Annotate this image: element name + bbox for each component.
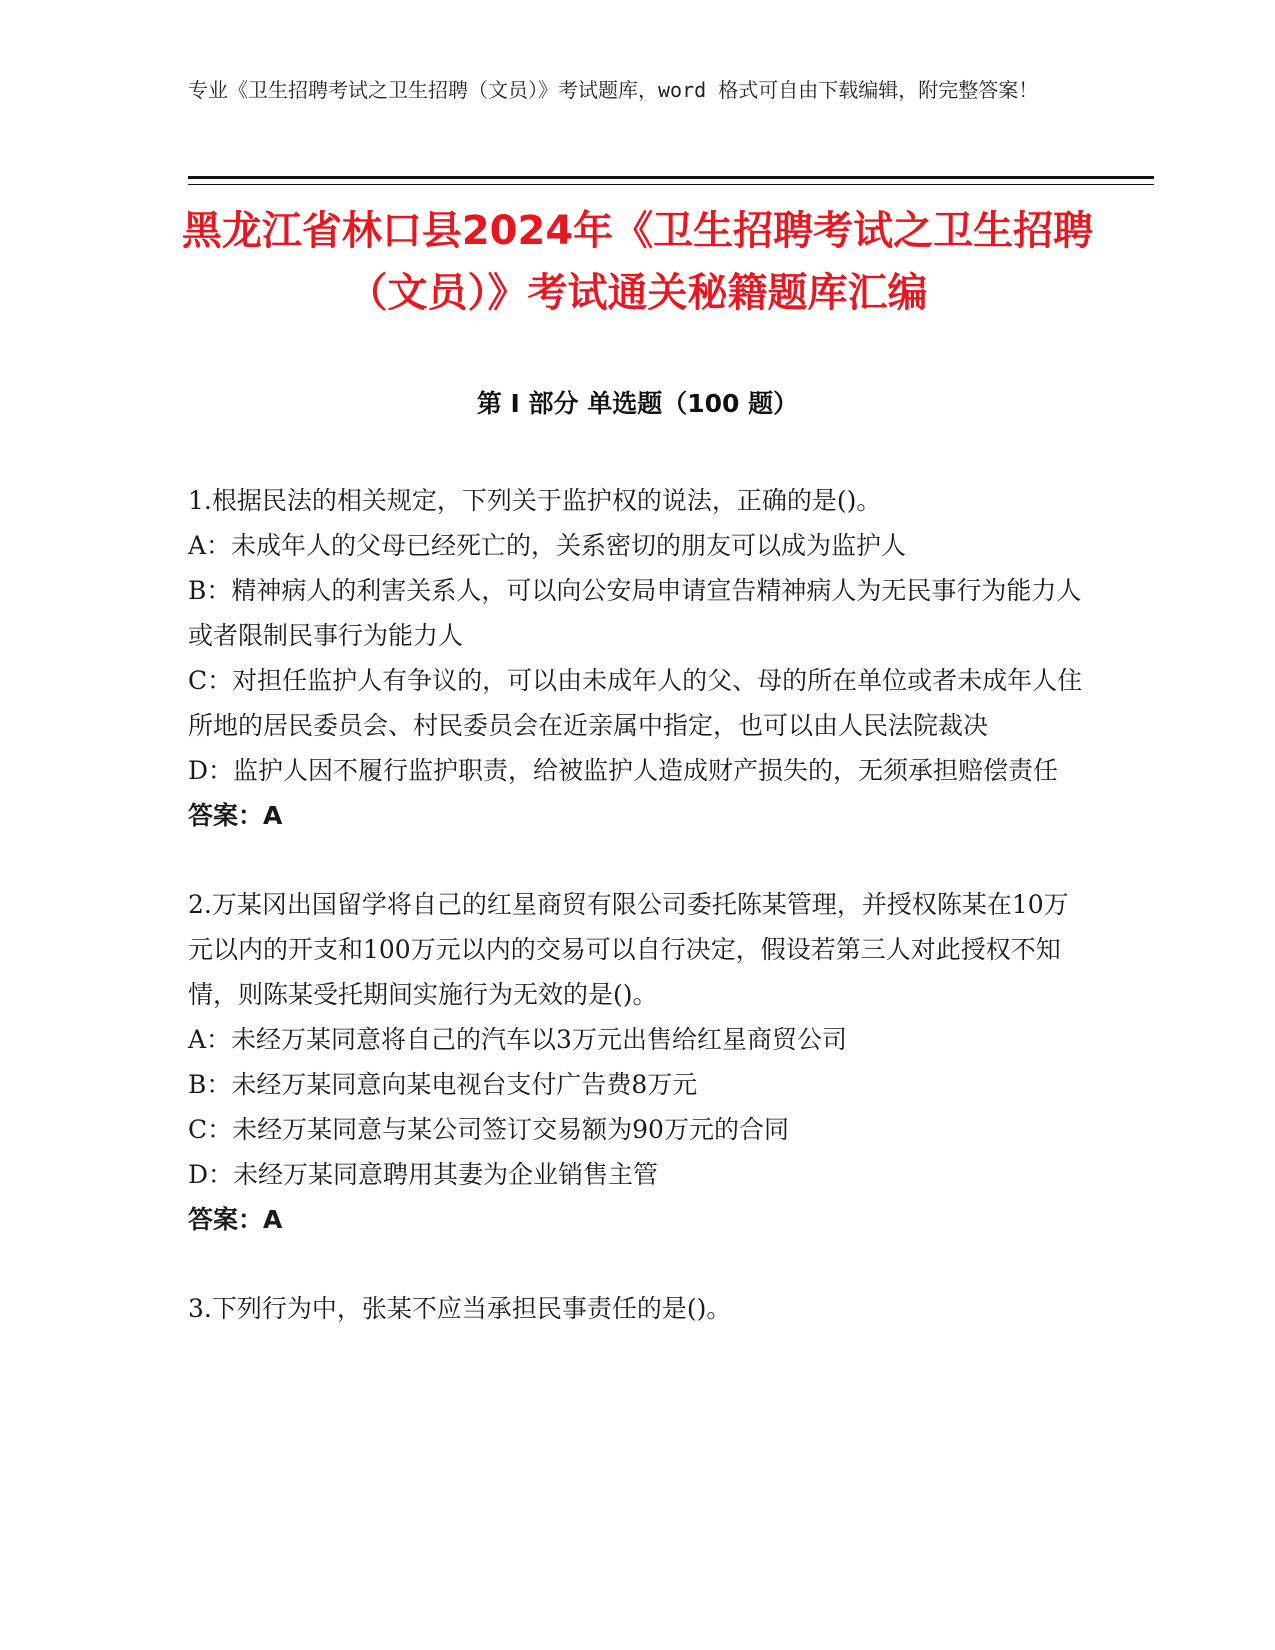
question-2 (188, 882, 1088, 1242)
option-c: C：对担任监护人有争议的，可以由未成年人的父、母的所在单位或者未成年人住所地的居民委员会、村民委员会在近亲属中指定，也可以由人民法院裁决 (188, 666, 1083, 740)
option-a: A：未经万某同意将自己的汽车以3万元出售给红星商贸公司 (188, 1025, 847, 1054)
option-d: D：监护人因不履行监护职责，给被监护人造成财产损失的，无须承担赔偿责任 (188, 756, 1059, 785)
question-list (188, 478, 1088, 1375)
section-heading: 第 I 部分 单选题（100 题） (476, 389, 799, 418)
answer-value: A (263, 801, 283, 830)
answer-label: 答案： (188, 801, 264, 830)
header-divider-thick (188, 176, 1154, 179)
option-a: A：未成年人的父母已经死亡的，关系密切的朋友可以成为监护人 (188, 531, 907, 560)
question-stem: 2.万某冈出国留学将自己的红星商贸有限公司委托陈某管理，并授权陈某在10万元以内的开支和100万元以内的交易可以自行决定，假设若第三人对此授权不知情，则陈某受托期间实施行为无效的是()。 (188, 890, 1069, 1009)
option-d: D：未经万某同意聘用其妻为企业销售主管 (188, 1160, 659, 1189)
header-divider-thin (188, 184, 1154, 185)
header-note: 专业《卫生招聘考试之卫生招聘（文员）》考试题库，word 格式可自由下载编辑，附完整答案！ (188, 78, 1039, 102)
question-stem: 1.根据民法的相关规定，下列关于监护权的说法，正确的是()。 (188, 486, 882, 515)
option-b: B：未经万某同意向某电视台支付广告费8万元 (188, 1070, 698, 1099)
question-1 (188, 478, 1088, 838)
question-3 (188, 1286, 1088, 1331)
answer-line (188, 1197, 1088, 1242)
option-c: C：未经万某同意与某公司签订交易额为90万元的合同 (188, 1115, 789, 1144)
answer-line (188, 793, 1088, 838)
question-stem: 3.下列行为中，张某不应当承担民事责任的是()。 (188, 1294, 732, 1323)
document-title: 黑龙江省林口县2024年《卫生招聘考试之卫生招聘（文员）》考试通关秘籍题库汇编 (181, 208, 1094, 316)
option-b: B：精神病人的利害关系人，可以向公安局申请宣告精神病人为无民事行为能力人或者限制民事行为能力人 (188, 576, 1082, 650)
answer-value: A (263, 1205, 283, 1234)
answer-label: 答案： (188, 1205, 264, 1234)
